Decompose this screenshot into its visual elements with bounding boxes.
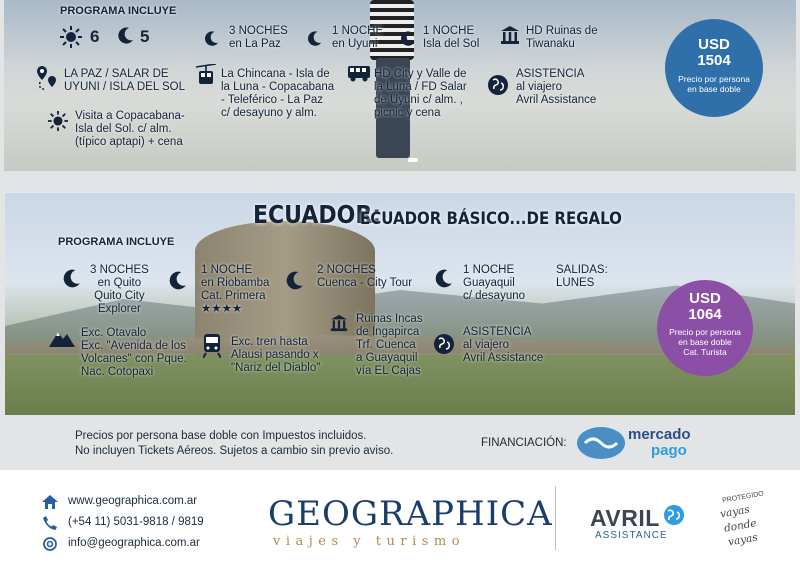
carousel-indicator[interactable] bbox=[408, 158, 418, 162]
globe-icon bbox=[663, 504, 685, 526]
ruins-icon bbox=[330, 314, 348, 332]
globe-icon bbox=[487, 74, 509, 96]
home-icon bbox=[42, 495, 58, 509]
moon-icon bbox=[283, 270, 305, 292]
exc-tren-text: Exc. tren hasta Alausi pasando x "Nariz del Diablo" bbox=[231, 336, 321, 374]
protegido-seal: PROTEGIDO vayas donde vayas bbox=[719, 490, 765, 549]
price-currency: USD bbox=[689, 290, 721, 307]
avril-logo[interactable]: AVRIL bbox=[590, 505, 660, 531]
route-pins-icon bbox=[36, 66, 58, 92]
mercado-pago-logo-bottom: pago bbox=[651, 442, 687, 459]
notes-line-2: No incluyen Tickets Aéreos. Sujetos a cambio sin previo aviso. bbox=[75, 445, 394, 457]
ecuador-program-label: PROGRAMA INCLUYE bbox=[58, 236, 175, 248]
bolivia-program-label: PROGRAMA INCLUYE bbox=[60, 5, 177, 17]
sun-icon bbox=[60, 26, 82, 48]
ruins-icon bbox=[500, 25, 520, 45]
sun-icon bbox=[48, 111, 68, 131]
moon-icon bbox=[432, 268, 454, 290]
stop-la-paz: 3 NOCHES en La Paz bbox=[229, 25, 288, 50]
stop-riobamba: 1 NOCHE en Riobamba Cat. Primera ★★★★ bbox=[201, 264, 270, 315]
stop-tiwanaku: HD Ruinas de Tiwanaku bbox=[526, 25, 598, 50]
moon-icon bbox=[305, 30, 323, 48]
ruinas-ingapirca-text: Ruinas Incas de Ingapirca Trf. Cuenca a Guayaquil vía EL Cajas bbox=[356, 313, 423, 377]
mountain-icon bbox=[49, 329, 75, 347]
ecuador-price-badge bbox=[657, 280, 753, 376]
copacabana-text: Visita a Copacabana- Isla del Sol. c/ alm. (típico aptapi) + cena bbox=[75, 110, 185, 148]
email-link[interactable]: info@geographica.com.ar bbox=[68, 537, 200, 549]
price-amount: 1504 bbox=[697, 52, 731, 69]
at-sign-icon bbox=[43, 537, 57, 551]
mercado-pago-logo-top: mercado bbox=[628, 426, 691, 443]
price-amount: 1064 bbox=[688, 306, 722, 323]
website-link[interactable]: www.geographica.com.ar bbox=[68, 495, 198, 507]
price-currency: USD bbox=[698, 36, 730, 53]
cable-car-text: La Chincana - Isla de la Luna - Copacabana - Teleférico - La Paz c/ desayuno y alm. bbox=[221, 68, 335, 119]
price-note: Precio por persona en base doble Cat. Turista bbox=[669, 327, 741, 357]
departures-text: SALIDAS: LUNES bbox=[556, 264, 608, 289]
stop-quito: 3 NOCHES en Quito Quito City Explorer bbox=[90, 264, 149, 315]
train-icon bbox=[203, 334, 221, 358]
phone-number[interactable]: (+54 11) 5031-9818 / 9819 bbox=[68, 516, 204, 528]
stop-cuenca: 2 NOCHES Cuenca - City Tour bbox=[317, 264, 413, 289]
bolivia-assistance-text: ASISTENCIA al viajero Avril Assistance bbox=[516, 68, 597, 106]
days-count: 6 bbox=[90, 27, 100, 46]
moon-icon bbox=[398, 30, 416, 48]
exc-otavalo-text: Exc. Otavalo Exc. "Avenida de los Volcanes" con Pque. Nac. Cotopaxi bbox=[81, 327, 187, 378]
financing-label: FINANCIACIÓN: bbox=[481, 437, 567, 449]
phone-icon bbox=[43, 516, 57, 530]
mercado-pago-handshake-icon bbox=[577, 427, 625, 459]
bolivia-price-badge bbox=[665, 19, 763, 117]
globe-icon bbox=[433, 333, 455, 355]
route-text: LA PAZ / SALAR DE UYUNI / ISLA DEL SOL bbox=[64, 68, 186, 93]
bus-icon bbox=[348, 66, 370, 82]
cable-car-icon bbox=[196, 64, 216, 86]
moon-icon bbox=[166, 270, 188, 292]
moon-icon bbox=[60, 268, 82, 290]
ecuador-subtitle: ECUADOR BÁSICO...DE REGALO bbox=[360, 208, 622, 229]
ecuador-assistance-text: ASISTENCIA al viajero Avril Assistance bbox=[463, 326, 544, 364]
moon-icon bbox=[202, 30, 220, 48]
price-note: Precio por persona en base doble bbox=[678, 74, 750, 94]
stop-uyuni: 1 NOCHE en Uyuni bbox=[332, 25, 384, 50]
stop-guayaquil: 1 NOCHE Guayaquil c/ desayuno bbox=[463, 264, 526, 302]
stop-isla-del-sol: 1 NOCHE Isla del Sol bbox=[423, 25, 480, 50]
ecuador-title: ECUADOR: bbox=[253, 201, 382, 230]
footer-divider bbox=[555, 486, 556, 550]
geographica-logo[interactable]: GEOGRAPHICA bbox=[268, 494, 553, 534]
avril-tagline: ASSISTANCE bbox=[595, 530, 668, 541]
notes-line-1: Precios por persona base doble con Impuestos incluidos. bbox=[75, 430, 367, 442]
bus-tour-text: HD City y Valle de la Luna / FD Salar de Uyuni c/ alm. , picnic y cena bbox=[374, 68, 467, 119]
nights-count: 5 bbox=[140, 27, 150, 46]
moon-icon bbox=[115, 26, 135, 46]
geographica-tagline: viajes y turismo bbox=[273, 534, 466, 549]
